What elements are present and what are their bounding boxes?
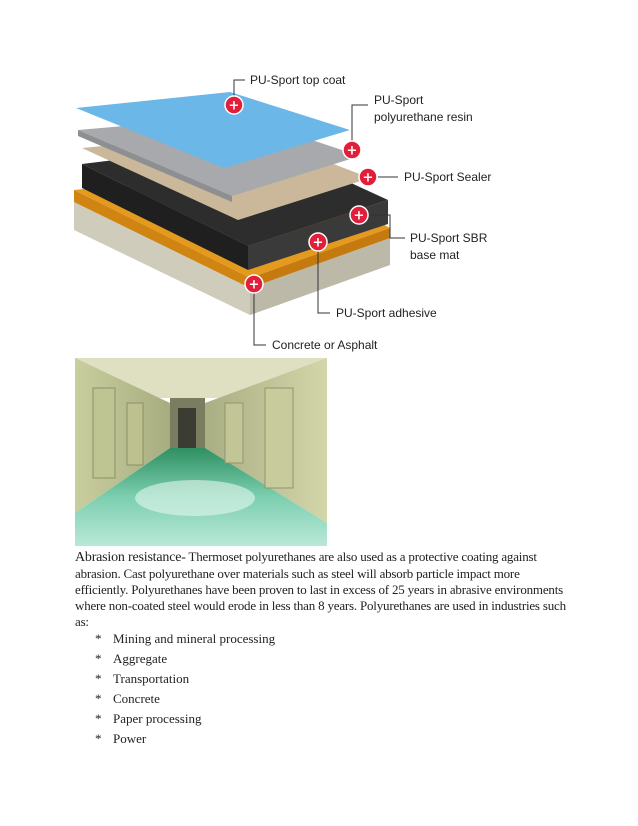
marker-sbr[interactable] xyxy=(350,206,368,224)
corridor-photo xyxy=(75,358,327,546)
label-top-coat: PU-Sport top coat xyxy=(250,73,346,87)
layer-diagram-svg xyxy=(60,60,530,355)
plus-icon: + xyxy=(353,208,365,224)
bullet-star: * xyxy=(95,671,102,686)
list-item: * Paper processing xyxy=(95,709,275,729)
label-resin-line1: PU-Sport xyxy=(374,93,424,107)
plus-icon: + xyxy=(362,170,374,186)
marker-sealer[interactable] xyxy=(359,168,377,186)
label-concrete: Concrete or Asphalt xyxy=(272,338,378,352)
plus-icon: + xyxy=(228,98,240,114)
photo-right-panel-2 xyxy=(225,403,243,463)
bullet-star: * xyxy=(95,711,102,726)
marker-concrete[interactable] xyxy=(245,275,263,293)
plus-icon: + xyxy=(312,235,324,251)
marker-top-coat[interactable] xyxy=(225,96,243,114)
article-body: Thermoset polyurethanes are also used as a protective coating against abrasion. Cast polyurethane over materials such as steel will absorb particle impact more efficiently. Polyurethanes have been proven to last in excess of 25 years in abrasive environments where non-coated steel would erode in less than 8 years. Polyurethanes are used in industries such as: xyxy=(75,549,566,629)
photo-left-panel-2 xyxy=(127,403,143,465)
photo-right-panel xyxy=(265,388,293,488)
list-item: * Power xyxy=(95,729,275,749)
label-resin-line2: polyurethane resin xyxy=(374,110,473,124)
article-heading: Abrasion resistance- xyxy=(75,550,186,565)
corridor-photo-svg xyxy=(75,358,327,546)
label-sealer: PU-Sport Sealer xyxy=(404,170,492,184)
photo-door xyxy=(178,408,196,448)
marker-resin[interactable] xyxy=(343,141,361,159)
plus-icon: + xyxy=(248,277,260,293)
list-item: * Mining and mineral processing xyxy=(95,629,275,649)
list-item: * Transportation xyxy=(95,669,275,689)
label-adhesive: PU-Sport adhesive xyxy=(336,306,437,320)
list-item: * Concrete xyxy=(95,689,275,709)
layer-diagram xyxy=(60,60,530,355)
label-sbr-line2: base mat xyxy=(410,248,460,262)
industry-list xyxy=(95,629,275,749)
bullet-star: * xyxy=(95,631,102,646)
bullet-star: * xyxy=(95,731,102,746)
bullet-star: * xyxy=(95,651,102,666)
label-sbr-line1: PU-Sport SBR xyxy=(410,231,488,245)
photo-floor-reflection xyxy=(135,480,255,516)
article-paragraph xyxy=(75,549,570,630)
plus-icon: + xyxy=(346,143,358,159)
marker-adhesive[interactable] xyxy=(309,233,327,251)
list-item: * Aggregate xyxy=(95,649,275,669)
photo-left-panel xyxy=(93,388,115,478)
bullet-star: * xyxy=(95,691,102,706)
